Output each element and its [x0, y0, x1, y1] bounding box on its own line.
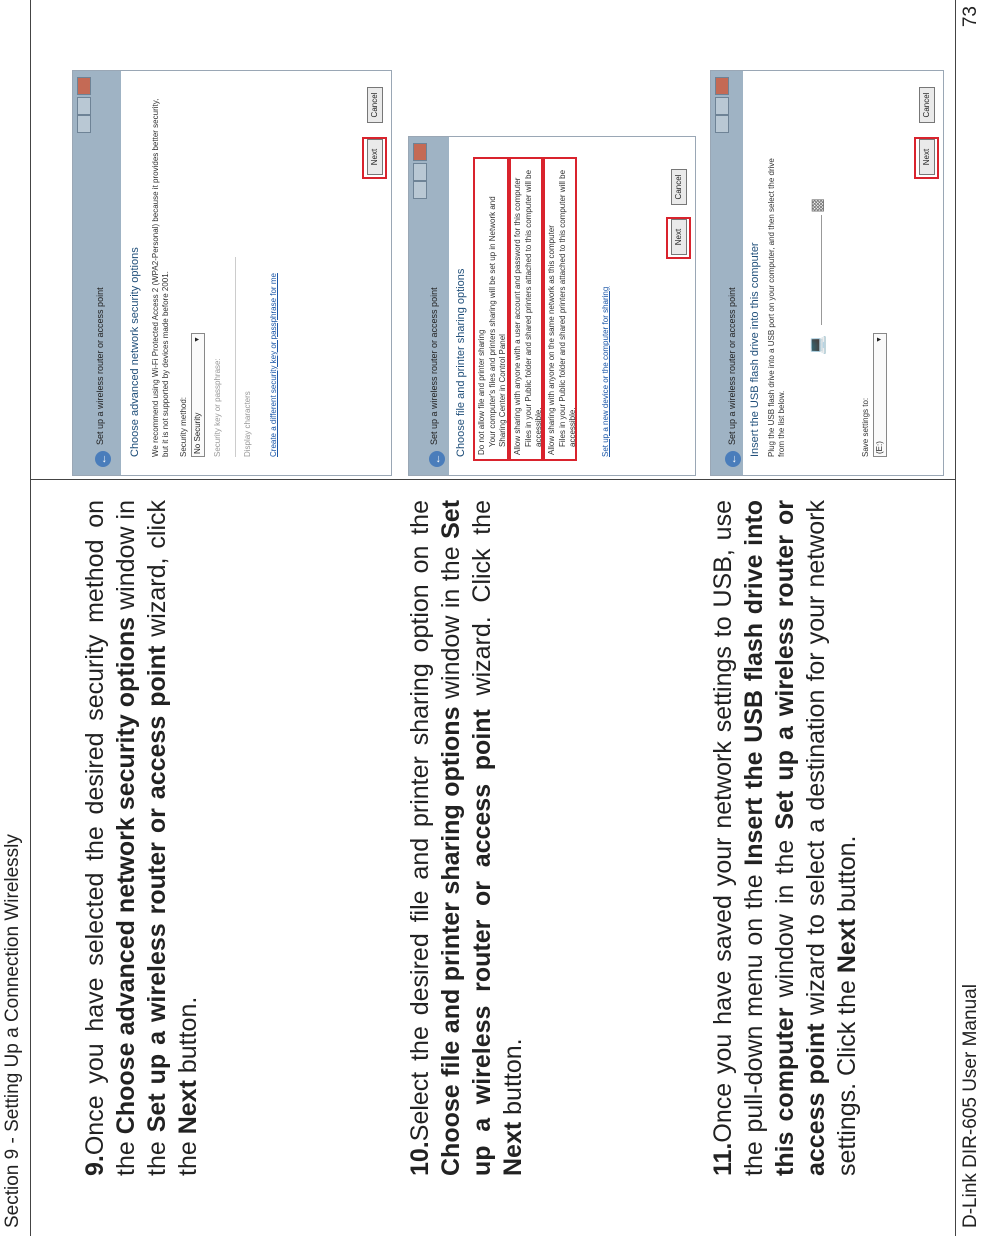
window-name: Choose advanced network security options — [112, 616, 140, 1135]
step-text: window in the — [112, 500, 171, 1176]
chevron-down-icon: ▼ — [194, 336, 201, 343]
next-button[interactable]: Next — [671, 219, 687, 255]
passphrase-field[interactable] — [235, 257, 236, 457]
step-text: button. — [833, 835, 861, 919]
screenshot-usb-drive — [710, 70, 944, 476]
wizard-description: We recommend using Wi-Fi Protected Access 2 (WPA2-Personal) because it provides better security, but it is not supported by devices made before 2001. — [151, 98, 170, 457]
step-11 — [708, 500, 863, 1176]
save-settings-label: Save settings to: — [861, 397, 870, 457]
option-no-sharing-desc: Your computer's files and printers sharing will be set up in Network and Sharing Center in Control Panel — [488, 196, 507, 447]
option-no-sharing[interactable]: Do not allow file and printer sharing — [477, 329, 486, 455]
back-arrow-icon[interactable]: ← — [725, 451, 741, 467]
cancel-button[interactable]: Cancel — [671, 169, 687, 205]
close-icon[interactable] — [77, 77, 91, 95]
highlight-box — [914, 137, 939, 179]
step-number: 10. — [406, 1141, 434, 1176]
wizard-description: Plug the USB flash drive into a USB port on your computer, and then select the drive from the list below. — [767, 158, 786, 457]
highlight-box — [362, 137, 387, 179]
window-name: Insert the USB flash drive into this computer — [740, 500, 799, 1176]
header-rule — [30, 0, 31, 1236]
security-method-label: Security method: — [179, 396, 188, 457]
step-text: button. — [174, 996, 202, 1081]
new-device-link[interactable]: Set up a new device or the computer for sharing — [601, 286, 610, 457]
maximize-icon[interactable] — [413, 163, 427, 181]
save-destination-select[interactable]: (E:) ▼ — [873, 333, 887, 457]
step-text: Select the desired file and printer sharing option on the — [406, 500, 434, 1142]
close-icon[interactable] — [715, 77, 729, 95]
step-text: wizard, click the — [143, 499, 202, 1176]
screenshot-file-sharing — [408, 136, 696, 476]
option-network-sharing[interactable]: Allow sharing with anyone on the same network as this computer — [547, 225, 556, 455]
window-titlebar — [73, 71, 121, 475]
maximize-icon[interactable] — [77, 97, 91, 115]
wizard-name: Set up a wireless router or access point — [143, 645, 171, 1133]
button-name: Next — [499, 1121, 527, 1176]
step-text: wizard. Click the — [468, 500, 496, 710]
minimize-icon[interactable] — [413, 181, 427, 199]
minimize-icon[interactable] — [715, 115, 729, 133]
step-9 — [80, 500, 204, 1176]
window-title: Set up a wireless router or access point — [727, 287, 737, 445]
connector-line — [821, 215, 822, 325]
chevron-down-icon: ▼ — [876, 336, 883, 343]
display-characters-checkbox[interactable]: Display characters — [243, 391, 252, 457]
option-account-sharing[interactable]: Allow sharing with anyone with a user account and password for this computer — [513, 177, 522, 455]
computer-icon: 💻 — [809, 335, 826, 355]
maximize-icon[interactable] — [715, 97, 729, 115]
option-network-sharing-desc: Files in your Public folder and shared printers attached to this computer will be accessible. — [558, 169, 577, 447]
step-10 — [405, 500, 529, 1176]
security-method-select[interactable]: No Security ▼ — [191, 333, 205, 457]
section-header: Section 9 - Setting Up a Connection Wirelessly — [2, 834, 23, 1228]
window-titlebar — [409, 137, 449, 475]
button-name: Next — [833, 918, 861, 974]
close-icon[interactable] — [413, 143, 427, 161]
cancel-button[interactable]: Cancel — [919, 87, 935, 123]
option-account-sharing-desc: Files in your Public folder and shared printers attached to this computer will be accessible. — [524, 169, 543, 447]
step-text: window in the — [437, 538, 465, 707]
window-title: Set up a wireless router or access point — [95, 287, 105, 445]
back-arrow-icon[interactable]: ← — [429, 451, 445, 467]
highlight-box — [666, 217, 691, 259]
wizard-name: Set up a wireless router or access point — [437, 499, 496, 1176]
footer-rule — [955, 0, 956, 1236]
manual-title: D-Link DIR-605 User Manual — [960, 984, 981, 1228]
page-number: 73 — [960, 6, 981, 28]
step-number: 9. — [81, 1155, 109, 1176]
create-key-link[interactable]: Create a different security key or passphrase for me — [269, 273, 278, 457]
window-titlebar — [711, 71, 743, 475]
window-name: Choose file and printer sharing options — [437, 706, 465, 1176]
wizard-heading: Insert the USB flash drive into this computer — [749, 242, 761, 457]
screenshot-security-options — [72, 70, 392, 476]
wizard-heading: Choose file and printer sharing options — [455, 268, 467, 457]
back-arrow-icon[interactable]: ← — [95, 451, 111, 467]
cancel-button[interactable]: Cancel — [367, 87, 383, 123]
next-button[interactable]: Next — [367, 139, 383, 175]
wizard-heading: Choose advanced network security options — [129, 247, 141, 457]
window-title: Set up a wireless router or access point — [429, 287, 439, 445]
wizard-name: Set up a wireless router or access point — [771, 500, 830, 1176]
usb-drive-icon: ▩ — [809, 197, 826, 213]
step-text: Once you have selected the desired security method on the — [81, 500, 140, 1176]
passphrase-label: Security key or passphrase: — [213, 358, 222, 457]
minimize-icon[interactable] — [77, 115, 91, 133]
step-number: 11. — [709, 1142, 737, 1176]
step-text: button. — [499, 1038, 527, 1122]
column-divider — [30, 479, 955, 480]
step-text: wizard to select a destination for your network settings. Click the — [802, 500, 861, 1176]
next-button[interactable]: Next — [919, 139, 935, 175]
step-text: Once you have saved your network settings to USB, use the pull-down menu on the — [709, 500, 768, 1176]
button-name: Next — [174, 1080, 202, 1135]
step-text: window in the — [771, 829, 799, 1008]
